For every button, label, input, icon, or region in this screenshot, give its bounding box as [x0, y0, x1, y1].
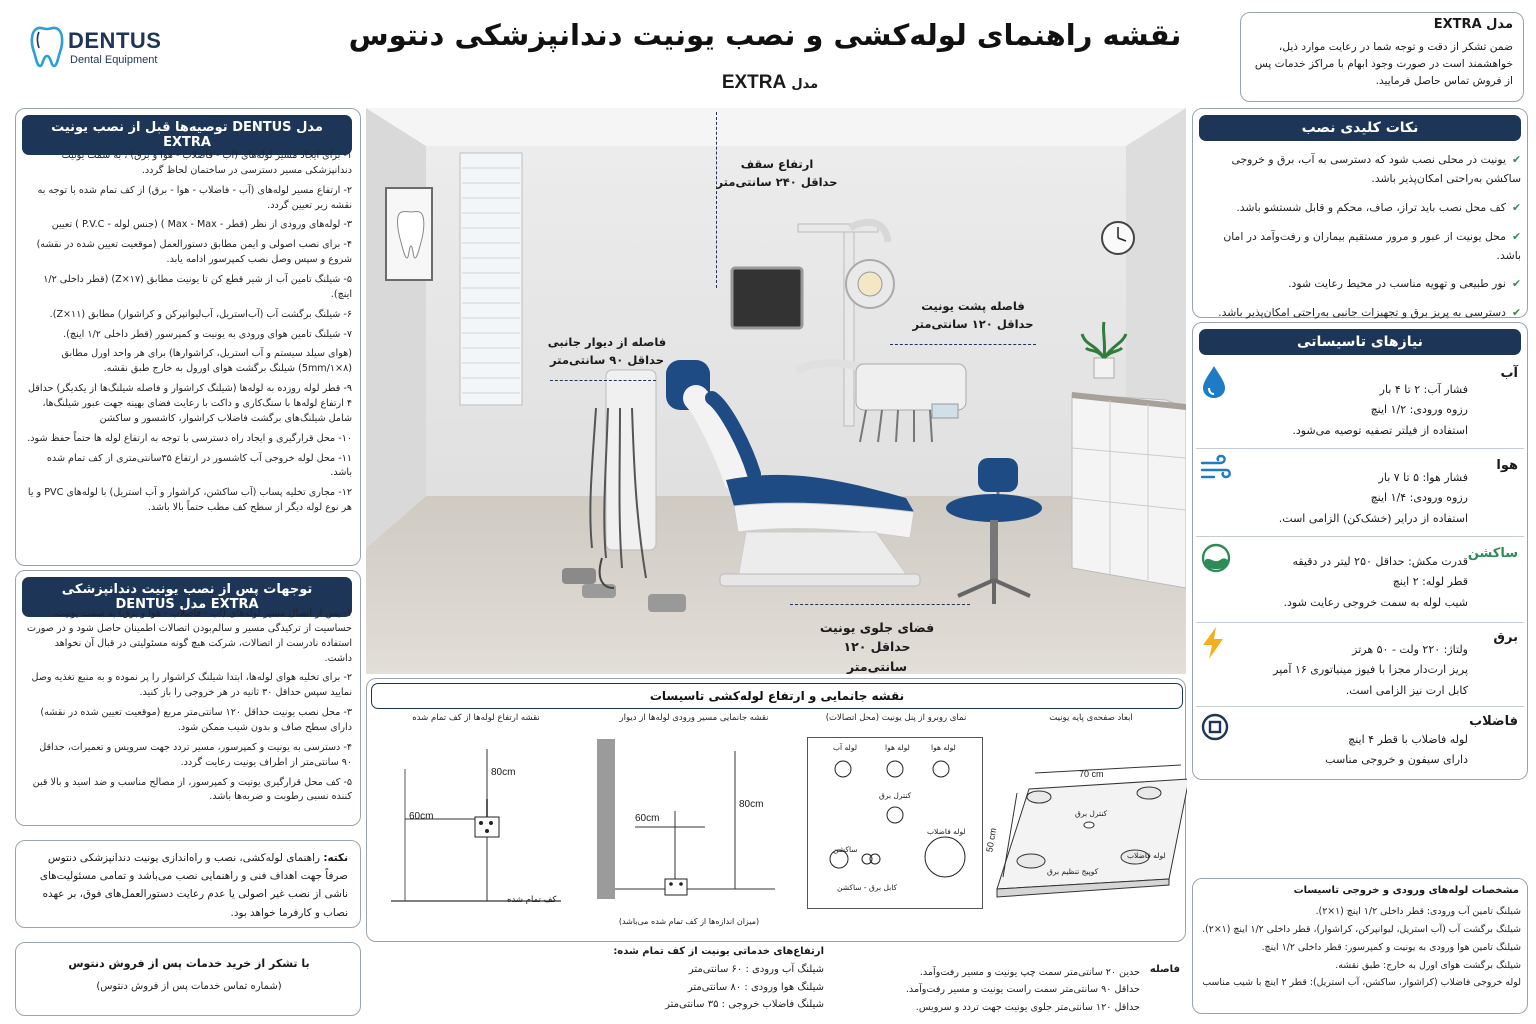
water-lines [1292, 380, 1468, 441]
before-install-list [26, 149, 352, 521]
d1-title: نقشه ارتفاع لوله‌ها از کف تمام شده [412, 713, 540, 723]
side-dimension-line [550, 380, 656, 381]
check-icon: ✔ [1511, 306, 1521, 320]
power-line: ولتاژ: ۲۲۰ ولت - ۵۰ هرتز [1352, 643, 1468, 656]
back-value: حداقل ۱۲۰ سانتی‌متر [912, 316, 1034, 331]
air-line: استفاده از درایر (خشک‌کن) الزامی است. [1278, 511, 1468, 525]
key-points-card [1192, 108, 1528, 318]
list-item: (هوای سیلد سیستم و آب استریل، کراشوارها) برای هر واحد اورل مطابق (۸×5mm/۱) شیلنگ برگشت هوای اورول به خارج طبق نقشه. [61, 348, 352, 375]
front-dimension-line [790, 604, 970, 605]
power-lines [1273, 640, 1468, 701]
list-item [1203, 151, 1521, 189]
layout-diagrams-header: نقشه جانمایی و ارتفاع لوله‌کشی تاسیسات [371, 683, 1183, 709]
list-item: شیلنگ آب ورودی : ۶۰ سانتی‌متر [688, 964, 824, 975]
before-install-card [15, 108, 361, 566]
suction-line: قدرت مکش: حداقل ۲۵۰ لیتر در دقیقه [1292, 555, 1468, 568]
distances-title: فاصله [1149, 964, 1180, 975]
list-item: شیلنگ برگشت هوای اورل به خارج: طبق نقشه. [1335, 959, 1521, 971]
suction-line: شیب لوله به سمت خروجی رعایت شود. [1283, 595, 1468, 609]
thanks-line1: با تشکر از خرید خدمات پس از فروش دنتوس [68, 957, 310, 970]
list-item: حداقل ۹۰ سانتی‌متر سمت راست یونیت و مسیر رفت‌وآمد. [905, 984, 1140, 996]
list-item: ۹- قطر لوله روزده به لوله‌ها (شیلنگ کراشوار و فاصله شیلنگ‌ها از یکدیگر) حداقل ۴ ارتفاع لوله‌ها با سنگ‌کاری و داکت با رعایت فضای بهینه جهت عبور شیلنگ‌ها، شامل شیلنگ‌های برگشت فاضلاب کراشوار، کاشسور و ساکشن [27, 383, 352, 424]
brand-logo [30, 24, 180, 74]
cabinets [1072, 392, 1186, 588]
utility-power [1192, 626, 1528, 704]
water-line: رزوه ورودی: ۱/۲ اینچ [1370, 403, 1468, 417]
list-item: ۲- ارتفاع مسیر لوله‌های (آب - فاضلاب - هوا - برق) از کف تمام شده با توجه به نقشه زیر تعیین گردد. [37, 184, 352, 211]
d1-horizontal-dim: 60cm [409, 811, 434, 822]
back-dimension-line [890, 344, 1036, 345]
check-icon: ✔ [1511, 153, 1521, 166]
note-box [15, 840, 361, 928]
list-item: ۳- محل نصب یونیت حداقل ۱۲۰ سانتی‌متر مربع (موقعیت تعیین شده در نقشه) دارای سطح صاف و بدون شیب ممکن شود. [40, 707, 352, 734]
brand-name: DENTUS [68, 28, 162, 53]
power-line: پریز ارت‌دار مجزا با فیوز مینیاتوری ۱۶ آمپر [1273, 663, 1468, 677]
utility-divider [1196, 448, 1524, 449]
utility-divider [1196, 706, 1524, 707]
side-value: حداقل ۹۰ سانتی‌متر [550, 352, 664, 367]
d4-center-label: کنترل برق [1075, 809, 1108, 818]
water-drop-icon [1200, 364, 1228, 400]
water-line: استفاده از فیلتر تصفیه توصیه می‌شود. [1292, 423, 1468, 437]
notice-text: ضمن تشکر از دقت و توجه شما در رعایت موارد ذیل، خواهشمند است در صورت وجود ابهام با مراکز خدمات پس از فروش تماس حاصل فرمایید. [1254, 41, 1513, 88]
tooth-picture [386, 188, 432, 280]
layout-diagrams-card [366, 678, 1186, 942]
room-scene [366, 108, 1186, 674]
utilities-header: نیازهای تاسیساتی [1199, 329, 1521, 355]
list-item: ۴- دسترسی به یونیت و کمپرسور، مسیر تردد جهت سرویس و تعمیرات، حداقل ۹۰ سانتی‌متر از اطراف یونیت رعایت گردد. [39, 741, 352, 768]
d3-title: نمای روبرو از پنل یونیت (محل اتصالات) [825, 713, 967, 723]
water-line: فشار آب: ۲ تا ۴ بار [1379, 383, 1468, 396]
pipe-specs-card [1192, 878, 1528, 1014]
service-heights-list [560, 961, 824, 1014]
d1-floor-label: کف تمام شده [507, 895, 557, 905]
utility-divider [1196, 622, 1524, 623]
notice-model: مدل EXTRA [1433, 17, 1513, 32]
service-heights [560, 946, 824, 1014]
d2-note: (میزان اندازه‌ها از کف تمام شده می‌باشد) [618, 917, 760, 926]
key-points-list [1203, 151, 1521, 333]
air-line: رزوه ورودی: ۱/۴ اینچ [1370, 491, 1468, 505]
suction-icon [1200, 542, 1232, 574]
key-point-text: محل یونیت از عبور و مرور مستقیم بیماران و رفت‌وآمد در امان باشد. [1223, 229, 1521, 262]
list-item: ۱۱- محل لوله خروجی آب کاشسور در ارتفاع ۳۵سانتی‌متری از کف تمام شده باشد. [46, 452, 352, 479]
d4-height-dim: 50 cm [984, 827, 999, 853]
d2-vertical-dim: 80cm [739, 799, 764, 810]
list-item: ۳- لوله‌های ورودی از نظر (قطر - Max - Max ) (جنس لوله - P.V.C ) تعیین [51, 219, 352, 231]
air-title: هوا [1496, 458, 1518, 473]
d2-horizontal-dim: 60cm [635, 813, 660, 824]
window [460, 153, 522, 405]
notice-box [1240, 12, 1524, 102]
d2-title: نقشه جانمایی مسیر ورودی لوله‌ها از دیوار [619, 713, 769, 723]
key-points-header: نکات کلیدی نصب [1199, 115, 1521, 141]
list-item: ۵- کف محل قرارگیری یونیت و کمپرسور، از مصالح مناسب و ضد اسید و بالا قبن کننده نسبی رطوبت و ضربه‌ها باشد. [32, 776, 352, 803]
d3-suction: ساکشن [833, 845, 858, 854]
utility-divider [1196, 536, 1524, 537]
wind-icon [1200, 454, 1232, 484]
list-item [1203, 275, 1521, 294]
key-point-text: کف محل نصب باید تراز، صاف، محکم و قابل شستشو باشد. [1236, 200, 1506, 214]
drain-lines [1325, 730, 1468, 771]
list-item: شیلنگ تامین هوا ورودی به یونیت و کمپرسور: قطر داخلی ۱/۲ اینچ. [1261, 941, 1521, 953]
check-icon: ✔ [1511, 277, 1521, 291]
drain-line: لوله فاضلاب با قطر ۴ اینچ [1348, 733, 1468, 746]
distances-list [860, 964, 1140, 1016]
pipe-height-diagram [381, 729, 581, 919]
side-title: فاصله از دیوار جانبی [547, 335, 667, 349]
wall-entry-diagram [595, 731, 795, 911]
list-item: حداقل ۱۲۰ سانتی‌متر جلوی یونیت جهت تردد و سرویس. [915, 1001, 1140, 1013]
air-line: فشار هوا: ۵ تا ۷ بار [1378, 471, 1468, 484]
front-space-label [812, 618, 942, 674]
water-title: آب [1500, 366, 1518, 381]
after-install-list [26, 607, 352, 810]
list-item: ۶- شیلنگ برگشت آب (آب‌استریل، آب‌لیوانپرکن و کراشوار) مطابق (Z×۱۱). [49, 308, 352, 320]
check-icon: ✔ [1511, 200, 1521, 214]
before-install-header: توصیه‌ها قبل از نصب یونیت DENTUS مدل EXTRA [22, 115, 352, 155]
list-item: حدین ۲۰ سانتی‌متر سمت چپ یونیت و مسیر رفت‌وآمد. [919, 967, 1140, 978]
list-item: ۱۰- محل قرارگیری و ایجاد راه دسترسی با توجه به ارتفاع لوله ها حتماً حفظ شود. [27, 432, 352, 444]
ceiling-value: حداقل ۲۴۰ سانتی‌متر [716, 174, 838, 189]
service-heights-title: ارتفاع‌های خدماتی یونیت از کف تمام شده: [613, 946, 824, 957]
utility-water [1192, 362, 1528, 446]
key-point-text: یونیت در محلی نصب شود که دسترسی به آب، برق و خروجی ساکشن به‌راحتی امکان‌پذیر باشد. [1231, 153, 1521, 185]
brand-subtitle: Dental Equipment [70, 54, 158, 66]
check-icon: ✔ [1511, 229, 1521, 243]
back-title: فاصله پشت یونیت [921, 299, 1025, 313]
power-line: کابل ارت نیز الزامی است. [1345, 683, 1468, 697]
list-item: ۱- پس از اتصال مسیر لوله‌های (آب - فاضلاب - هوا و برق) به سمت یونیت، حساسیت از ترکیدگی مسیر و سالم‌بودن اتصالات اطمینان حاصل شود و در صورت استفاده نادرست از اتصالات، شرکت هیچ گونه مسئولیتی در قبال آن نخواهد داشت. [27, 608, 352, 664]
list-item: ۷- شیلنگ تامین هوای ورودی به یونیت و کمپرسور (قطر داخلی ۱/۲ اینچ). [63, 328, 352, 340]
list-item: ۴- برای نصب اصولی و ایمن مطابق دستورالعمل (موقعیت تعیین شده در نقشه) شروع و سپس وصل نصب کمپرسور ادامه یابد. [36, 239, 352, 266]
d3-power: کنترل برق [879, 791, 912, 800]
side-wall-label [542, 334, 672, 370]
d3-cable: کابل برق - ساکشن [837, 883, 898, 892]
thanks-box [15, 942, 361, 1016]
list-item: ۲- برای تخلیه هوای لوله‌ها، ابتدا شیلنگ کراشوار را پر نموده و به منبع تغذیه وصل نمایید سپس حداقل ۳۰ ثانیه در هر خروجی را باز کنید. [31, 672, 352, 699]
note-text-wrap [28, 849, 348, 922]
d3-air: لوله هوا [931, 743, 956, 752]
list-item: شیلنگ فاضلاب خروجی : ۳۵ سانتی‌متر [665, 999, 824, 1010]
thanks-line2: (شماره تماس خدمات پس از فروش دنتوس) [96, 981, 282, 992]
tooth-logo-icon [30, 24, 64, 68]
list-item [1203, 304, 1521, 323]
list-item [1203, 228, 1521, 266]
clock-icon [1102, 222, 1134, 254]
model-label: مدل [791, 77, 819, 92]
model-subtitle [690, 72, 850, 94]
drain-icon [1200, 712, 1230, 742]
power-title: برق [1493, 630, 1518, 645]
ceiling-dimension-line [716, 112, 717, 288]
suction-lines [1284, 552, 1468, 613]
ceiling-title: ارتفاع سقف [740, 157, 814, 171]
note-text: راهنمای لوله‌کشی، نصب و راه‌اندازی یونیت دندانپزشکی دنتوس صرفاً جهت اهداف فنی و راهنمایی نصب می‌باشد و تمامی مسئولیت‌های ناشی از نصب غیر اصولی یا عدم رعایت دستورالعمل‌های فوق، بر عهده نصاب و کارفرما خواهد بود. [39, 852, 348, 919]
ceiling-label [712, 156, 842, 192]
list-item: شیلنگ تامین آب ورودی: قطر داخلی ۱/۲ اینچ (۱×۲). [1315, 906, 1521, 917]
list-item [1203, 199, 1521, 218]
air-lines [1279, 468, 1468, 529]
pipe-specs-list [1199, 903, 1521, 992]
d4-reg-label: کوپیج تنظیم برق [1047, 867, 1099, 876]
utility-air [1192, 452, 1528, 536]
note-title: نکته: [323, 852, 348, 864]
suction-line: قطر لوله: ۲ اینچ [1392, 575, 1468, 589]
drain-title: فاضلاب [1469, 714, 1518, 729]
key-point-text: نور طبیعی و تهویه مناسب در محیط رعایت شود. [1288, 277, 1506, 291]
d4-title: ابعاد صفحه‌ی پایه یونیت [1049, 713, 1133, 723]
d4-width-dim: 70 cm [1079, 769, 1104, 779]
d1-vertical-dim: 80cm [491, 767, 516, 778]
back-distance-label [908, 298, 1038, 334]
drain-line: دارای سیفون و خروجی مناسب [1325, 753, 1468, 767]
d4-drain-label: لوله فاضلاب [1127, 851, 1166, 860]
list-item: لوله خروجی فاضلاب (کراشوار، ساکشن، آب استریل): قطر ۲ اینچ با شیب مناسب [1202, 977, 1521, 989]
model-name: EXTRA [721, 72, 787, 93]
d3-water: لوله آب [833, 743, 857, 752]
after-install-header: توجهات پس از نصب یونیت دندانپزشکی DENTUS مدل EXTRA [22, 577, 352, 617]
front-value: حداقل ۱۲۰ سانتی‌متر [843, 639, 911, 674]
list-item: شیلنگ هوا ورودی : ۸۰ سانتی‌متر [687, 981, 824, 993]
after-install-card [15, 570, 361, 826]
pipe-specs-title: مشخصات لوله‌های ورودی و خروجی تاسیسات [1293, 885, 1519, 896]
utility-drain [1192, 710, 1528, 780]
list-item: ۱۲- مجاری تخلیه پساب (آب ساکشن، کراشوار و آب استریل) با لوله‌های PVC و یا هر نوع لوله دیگر از سطح کف مطب حتماً بالا باشد. [27, 487, 352, 514]
page-title: نقشه راهنمای لوله‌کشی و نصب یونیت دندانپزشکی دنتوس [348, 18, 1182, 52]
utility-suction [1192, 540, 1528, 622]
lightning-icon [1200, 626, 1226, 660]
d3-drain: لوله فاضلاب [927, 827, 966, 836]
d3-air-main: لوله هوا [885, 743, 910, 752]
list-item: ۵- شیلنگ تامین آب از شیر قطع کن تا یونیت مطابق (۱۷×Z) (قطر داخلی ۱/۲ اینچ). [43, 274, 352, 300]
list-item: ۱- برای ایجاد مسیر لوله‌های (آب - فاضلاب - هوا و برق) ، به سمت یونیت دندانپزشکی مسیر دسترسی در ساختمان لحاظ گردد. [61, 150, 352, 176]
room-illustration [366, 108, 1186, 674]
suction-title: ساکشن [1467, 546, 1518, 561]
front-title: فضای جلوی یونیت [819, 620, 935, 635]
key-point-text: دسترسی به پریز برق و تجهیزات جانبی به‌راحتی امکان‌پذیر باشد. [1218, 306, 1506, 320]
list-item: شیلنگ برگشت آب (آب استریل، لیوانپرکن، کراشوار)، قطر داخلی ۱/۲ اینچ (۱×۲). [1202, 923, 1521, 935]
